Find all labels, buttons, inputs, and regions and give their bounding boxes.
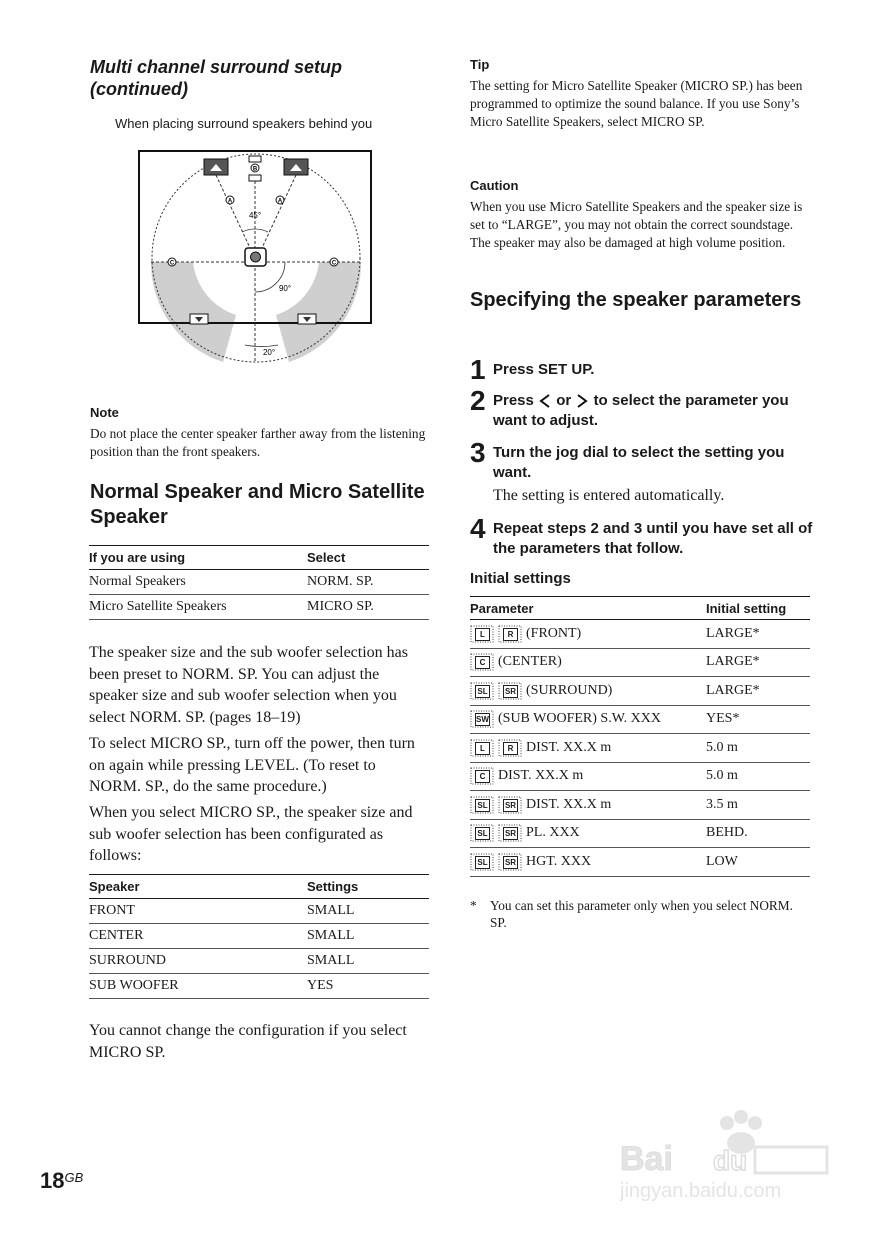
parameter-label: PL. XXX [526,825,580,841]
table-row [470,762,810,791]
column-header: If you are using [89,546,307,570]
svg-text:du: du [713,1145,748,1176]
step-text [493,391,813,431]
speaker-indicator-label: L [475,742,490,755]
initial-setting-value: LARGE* [706,620,810,649]
speaker-indicator-label: SR [504,829,517,839]
speaker-indicator-label: C [475,656,490,669]
tip-text: The setting for Micro Satellite Speaker (MICRO SP.) has been programmed to optimize the sound balance. If you use Sony’s Micro Satellite Speakers, select MICRO SP. [470,78,803,129]
speaker-indicator-label: SL [475,799,490,812]
initial-setting-value: 3.5 m [706,791,810,820]
angle-90-label: 90° [278,284,292,293]
table-row [89,924,429,949]
speaker-indicator-label: SL [475,685,490,698]
table-row [89,949,429,974]
speaker-indicator-icon [470,824,494,842]
table-cell: MICRO SP. [307,595,429,620]
speaker-type-table [89,545,429,620]
table-row [470,734,810,763]
table-cell: CENTER [89,924,307,949]
table-row [470,819,810,848]
chevron-right-icon [575,393,589,409]
parameter-label: (FRONT) [526,625,582,641]
speaker-indicator-icon [470,682,494,700]
footnote-text: You can set this parameter only when you select NORM. SP. [490,898,793,930]
table-row [470,705,810,734]
table-cell: SUB WOOFER [89,974,307,999]
parameter-cell [470,620,706,649]
column-header: Parameter [470,597,706,620]
svg-text:jingyan.baidu.com: jingyan.baidu.com [620,1180,782,1202]
table-row [470,677,810,706]
speaker-indicator-label: SW [476,715,489,725]
angle-45-label: 45° [248,211,262,220]
table-cell: SMALL [307,949,429,974]
body-paragraph: The speaker size and the sub woofer selection has been preset to NORM. SP. You can adjust the speaker size and sub woofer selection when you select NORM. SP. (pages 18–19) [89,644,408,726]
table-cell: NORM. SP. [307,570,429,595]
speaker-placement-diagram [138,150,374,365]
table-cell: FRONT [89,899,307,924]
step-number: 2 [470,385,486,416]
baidu-watermark-logo [615,1105,835,1205]
speaker-indicator-label: R [503,628,518,641]
caution-heading: Caution [470,178,519,193]
heading-normal-speaker: Normal Speaker and Micro Satellite Speaker [90,481,425,528]
heading-specify-parameters: Specifying the speaker parameters [470,289,802,311]
step-number: 3 [470,437,486,468]
speaker-indicator-icon [470,853,494,871]
speaker-indicator-icon [470,653,494,671]
parameter-cell [470,648,706,677]
table-row [470,620,810,649]
marker-c-right: C [331,260,337,267]
initial-setting-value: BEHD. [706,819,810,848]
step-text: Press SET UP. [493,361,595,378]
step-number: 4 [470,513,486,544]
parameter-label: DIST. XX.X m [526,796,612,812]
speaker-indicator-icon [470,739,494,757]
page-number [40,1168,83,1194]
chevron-left-icon [538,393,552,409]
parameter-label: (CENTER) [498,654,562,670]
speaker-indicator-icon [498,682,522,700]
step-subtext: The setting is entered automatically. [493,487,725,504]
parameter-label: DIST. XX.X m [498,768,584,784]
speaker-indicator-icon [498,824,522,842]
parameter-label: HGT. XXX [526,853,592,869]
table-header-row [89,546,429,570]
table-row [470,648,810,677]
body-paragraph: You cannot change the configuration if you select MICRO SP. [89,1022,407,1061]
table-header-row [470,597,810,620]
parameter-cell [470,762,706,791]
parameter-cell [470,734,706,763]
table-row [470,848,810,877]
speaker-indicator-icon [470,710,494,728]
table-row [89,570,429,595]
marker-a-right: A [277,198,283,205]
section-title: Multi channel surround setup (continued) [90,57,343,99]
diagram-caption: When placing surround speakers behind you [115,116,373,131]
parameter-cell [470,848,706,877]
marker-a-left: A [227,198,233,205]
footnote-marker: * [470,898,477,913]
column-header: Speaker [89,875,307,899]
parameter-cell [470,705,706,734]
table-cell: YES [307,974,429,999]
initial-settings-table [470,596,810,877]
speaker-indicator-label: SL [475,856,490,869]
tip-heading: Tip [470,57,490,72]
marker-c-left: C [169,260,175,267]
body-paragraph: When you select MICRO SP., the speaker size and sub woofer selection has been configurated as follows: [89,804,413,864]
speaker-indicator-label: C [475,770,490,783]
step-text-or: or [556,392,572,409]
table-row [89,974,429,999]
initial-setting-value: LOW [706,848,810,877]
speaker-indicator-icon [498,853,522,871]
parameter-cell [470,819,706,848]
table-cell: Micro Satellite Speakers [89,595,307,620]
column-header: Select [307,546,429,570]
step-text: Turn the jog dial to select the setting you want. [493,444,785,481]
speaker-indicator-icon [498,739,522,757]
body-paragraph: To select MICRO SP., turn off the power, then turn on again while pressing LEVEL. (To reset to NORM. SP., do the same procedure.) [89,735,415,795]
speaker-indicator-label: SR [504,857,517,867]
speaker-indicator-label: SL [475,827,490,840]
note-text: Do not place the center speaker farther away from the listening position than the front speakers. [90,426,426,459]
step-text: Repeat steps 2 and 3 until you have set all of the parameters that follow. [493,520,813,557]
speaker-indicator-label: SR [504,686,517,696]
speaker-settings-table [89,874,429,999]
tv-icon [249,156,261,162]
table-cell: SMALL [307,899,429,924]
table-row [470,791,810,820]
table-cell: SMALL [307,924,429,949]
table-cell: SURROUND [89,949,307,974]
initial-setting-value: LARGE* [706,648,810,677]
page-number-suffix: GB [64,1170,84,1185]
initial-setting-value: 5.0 m [706,762,810,791]
parameter-label: (SURROUND) [526,682,613,698]
surround-zone-shading [151,262,361,362]
speaker-indicator-icon [498,625,522,643]
speaker-indicator-icon [470,767,494,785]
speaker-indicator-label: R [503,742,518,755]
angle-20-label: 20° [262,348,276,357]
note-heading: Note [90,405,119,420]
parameter-label: (SUB WOOFER) S.W. XXX [498,711,661,727]
speaker-indicator-label: L [475,628,490,641]
svg-text:Bai: Bai [620,1140,673,1178]
speaker-indicator-icon [470,625,494,643]
initial-setting-value: LARGE* [706,677,810,706]
initial-setting-value: 5.0 m [706,734,810,763]
speaker-indicator-icon [498,796,522,814]
parameter-cell [470,677,706,706]
table-header-row [89,875,429,899]
marker-b: B [252,166,258,173]
step-text-after: to select the parameter you want to adjust. [493,392,789,429]
step-number: 1 [470,354,486,385]
column-header: Initial setting [706,597,810,620]
center-speaker-icon [249,175,261,181]
initial-setting-value: YES* [706,705,810,734]
table-cell: Normal Speakers [89,570,307,595]
speaker-indicator-icon [470,796,494,814]
parameter-cell [470,791,706,820]
parameter-label: DIST. XX.X m [526,739,612,755]
table-row [89,899,429,924]
table-row [89,595,429,620]
caution-text: When you use Micro Satellite Speakers and the speaker size is set to “LARGE”, you may not obtain the correct soundstage. The speaker may also be damaged at high volume position. [470,199,803,250]
initial-settings-heading: Initial settings [470,570,571,587]
column-header: Settings [307,875,429,899]
step-text-before: Press [493,392,534,409]
page-number-value: 18 [40,1168,65,1193]
speaker-indicator-label: SR [504,800,517,810]
